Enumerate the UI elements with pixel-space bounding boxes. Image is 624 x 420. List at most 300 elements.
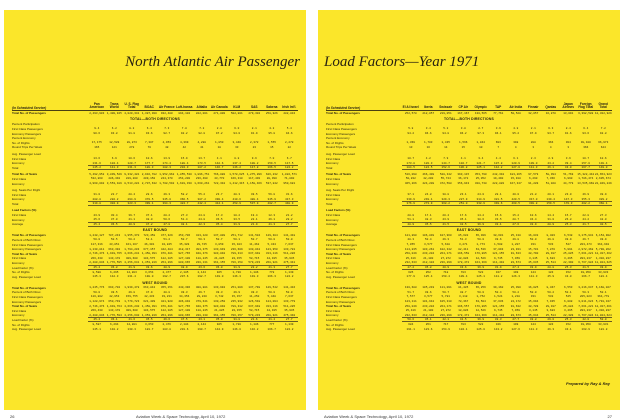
table-cell: 199 — [513, 323, 519, 327]
row-cells — [88, 182, 298, 185]
table-row — [326, 165, 612, 170]
table-cell: 58,715 — [249, 256, 260, 260]
table-cell: 233,204 — [422, 252, 435, 256]
row-cells — [402, 182, 612, 185]
row-label: Total No. of Seats — [12, 172, 38, 177]
row-cells — [88, 173, 298, 176]
table-cell: 7,661,221 — [578, 252, 594, 256]
column-header: Trans World — [109, 101, 119, 110]
table-cell: 271,800 — [213, 111, 226, 115]
table-cell: 545 — [565, 295, 571, 299]
section-heading: TOTAL—BOTH DIRECTIONS — [443, 117, 495, 122]
table-cell: 488.4 — [250, 197, 259, 201]
row-label: Economy — [12, 217, 25, 222]
table-cell: 83,155 — [231, 256, 242, 260]
row-cells — [88, 218, 298, 221]
table-cell: 40.0 — [512, 193, 520, 197]
table-header — [12, 94, 298, 111]
table-cell: 227.9 — [459, 197, 468, 201]
table-cell: 45.5 — [141, 317, 159, 322]
table-cell: 29,240 — [196, 295, 207, 299]
table-cell: 251.0 — [455, 201, 473, 206]
table-cell: 25,390 — [510, 286, 521, 290]
row-label: Load Factors (%) — [12, 208, 37, 213]
table-cell: 12,526 — [475, 309, 486, 313]
column-header: Japan Airlines — [562, 101, 575, 110]
table-cell: 6,990 — [564, 177, 573, 181]
table-cell: 7,959 — [511, 256, 520, 260]
row-cells — [402, 198, 612, 201]
table-cell: 46.1 — [268, 218, 276, 222]
table-cell: 23.0 — [564, 193, 572, 197]
table-cell: 6.2 — [111, 127, 117, 131]
left-page-number: 26 — [10, 414, 15, 419]
table-cell: 387.2 — [197, 197, 206, 201]
table-cell: 532 — [548, 295, 554, 299]
row-label: First Class — [12, 176, 27, 181]
row-cells — [402, 157, 612, 160]
table-cell: 1,660,261 — [194, 182, 210, 186]
table-cell: 45,645 — [528, 261, 539, 265]
table-cell: 42,433 — [144, 295, 155, 299]
table-cell: 124.2 — [285, 327, 294, 331]
row-label: Avg. Passenger Load — [12, 151, 41, 156]
row-label: First Class — [326, 213, 341, 218]
table-cell: 154.9 — [441, 327, 450, 331]
table-cell: 21.9 — [246, 222, 264, 227]
table-cell: 183 — [548, 323, 554, 327]
table-cell: 1,186 — [250, 270, 259, 274]
table-cell: 50.0 — [477, 290, 485, 294]
table-cell: 146.7 — [211, 165, 229, 170]
table-cell: 23,931 — [510, 247, 521, 251]
table-cell: 2,372 — [250, 141, 259, 145]
table-cell: 152.6 — [437, 165, 455, 170]
table-cell: 414.1 — [211, 201, 229, 206]
table-cell: 125.1 — [476, 275, 485, 279]
row-label: Total — [12, 201, 19, 206]
table-cell: 455,151 — [160, 286, 173, 290]
table-cell: 6.9 — [111, 157, 117, 161]
row-label: Total No. of Passengers — [12, 111, 46, 116]
table-cell: 10.7 — [407, 157, 415, 161]
table-cell: 188.3 — [158, 165, 176, 170]
table-cell: 45.4 — [88, 265, 106, 270]
column-header: Swissair — [439, 105, 453, 110]
table-cell: 3,653 — [145, 323, 154, 327]
row-cells — [402, 265, 612, 270]
table-cell: 1,245,776 — [89, 286, 105, 290]
table-cell: 50.0 — [268, 238, 276, 242]
table-cell: 41.5 — [577, 265, 595, 270]
table-cell: 83,673 — [510, 313, 521, 317]
row-cells — [88, 157, 298, 160]
row-label: First Class — [326, 176, 341, 181]
table-row — [326, 265, 612, 270]
table-cell: 46.1 — [542, 165, 560, 170]
table-cell: 4,960,092 — [89, 182, 105, 186]
table-row — [12, 318, 298, 323]
table-cell: 38.8 — [442, 193, 450, 197]
table-cell: 143,170 — [108, 256, 121, 260]
title-left: North Atlantic Air Passenger — [125, 54, 300, 70]
table-cell: 121,890 — [404, 233, 417, 237]
table-cell: 41.5 — [455, 317, 473, 322]
table-cell: 16,870 — [545, 111, 556, 115]
table-cell: 22 — [287, 145, 291, 149]
table-cell: 532,860 — [90, 177, 103, 181]
table-cell: 465,266 — [404, 182, 417, 186]
table-row — [12, 265, 298, 270]
table-cell: 8,587 — [92, 323, 101, 327]
table-cell: 27,872 — [440, 309, 451, 313]
table-cell: 528,342 — [439, 172, 452, 176]
row-cells — [88, 141, 298, 144]
table-cell: 4,953 — [162, 141, 171, 145]
table-cell: 159.5 — [542, 201, 560, 206]
table-cell: 27.4 — [507, 265, 525, 270]
table-cell: 37.0 — [110, 218, 118, 222]
table-cell: 131.3 — [123, 165, 141, 170]
table-cell: 1,302,837 — [595, 309, 611, 313]
left-imprint: Aviation Week & Space Technology, April 10, 1972 — [136, 414, 226, 419]
table-cell: 111.3 — [106, 165, 124, 170]
table-cell: 1,387,300 — [141, 111, 157, 115]
table-cell: 6,008 — [564, 300, 573, 304]
table-cell: 16 — [426, 145, 430, 149]
table-cell: 50.0 — [285, 238, 293, 242]
table-cell: 4,666,240 — [124, 304, 140, 308]
table-cell: 177.9 — [406, 275, 415, 279]
row-label: Economy — [326, 197, 339, 202]
table-cell: 6,767,984 — [578, 313, 594, 317]
table-cell: 8.8 — [234, 157, 240, 161]
table-cell: 4,666,241 — [124, 252, 140, 256]
table-cell: 101,642 — [422, 300, 435, 304]
table-cell: 48.7 — [459, 290, 467, 294]
table-cell: 5,434 — [267, 243, 276, 247]
table-cell: 1,919,764 — [106, 304, 122, 308]
table-cell: 9.6 — [251, 157, 257, 161]
table-cell: 1,022,571 — [281, 172, 297, 176]
row-cells — [88, 317, 298, 322]
table-cell: 17.3 — [215, 213, 223, 217]
table-cell: 2,185 — [180, 270, 189, 274]
row-label: First Class — [326, 256, 341, 261]
table-cell: 49.3 — [442, 238, 450, 242]
table-cell: 3,440 — [232, 141, 241, 145]
table-cell: 408,881 — [195, 286, 208, 290]
table-cell: 97.3 — [477, 132, 485, 136]
table-cell: 104,575 — [143, 309, 156, 313]
column-header: Irish Int'l. — [282, 105, 297, 110]
table-cell: 5,448 — [267, 295, 276, 299]
table-cell: 15.7 — [564, 213, 572, 217]
row-cells — [402, 165, 612, 170]
table-cell: 82,411 — [458, 247, 469, 251]
row-cells — [88, 177, 298, 180]
table-cell: 41.9 — [123, 265, 141, 270]
row-cells — [88, 295, 298, 298]
right-page-number: 27 — [607, 414, 612, 419]
table-cell: 49.7 — [198, 290, 206, 294]
table-cell: 48.3 — [407, 238, 415, 242]
table-cell: 6,168,027 — [595, 286, 611, 290]
table-cell: 56.8 — [268, 193, 276, 197]
row-cells — [402, 295, 612, 298]
table-cell: 204.3 — [176, 165, 194, 170]
table-cell: 685 — [408, 270, 414, 274]
row-cells — [88, 162, 298, 165]
table-cell: 48.9 — [176, 265, 194, 270]
table-cell: 16,025 — [528, 286, 539, 290]
table-cell: 36.0 — [211, 265, 229, 270]
table-cell: 58.2 — [180, 193, 188, 197]
row-label: Economy Passengers — [326, 247, 356, 252]
table-cell: 1,353,816 — [141, 261, 157, 265]
table-cell: 3,577 — [424, 243, 433, 247]
table-cell: 288 — [530, 141, 536, 145]
section-heading: WEST BOUND — [142, 280, 168, 285]
table-cell: 48.8 — [163, 290, 171, 294]
table-cell: 477,329 — [160, 233, 173, 237]
table-cell: 236,299 — [439, 261, 452, 265]
table-cell: 48.1 — [176, 222, 194, 227]
table-cell: 3,271 — [459, 243, 468, 247]
row-label: Economy — [12, 197, 25, 202]
table-cell: 110.2 — [110, 327, 119, 331]
row-label: Avg. Passenger Load — [12, 274, 41, 279]
table-cell: 43.0 — [564, 275, 572, 279]
table-cell: 13.6 — [93, 157, 101, 161]
table-cell: 26.8 — [564, 218, 572, 222]
table-cell: 36.9 — [472, 265, 490, 270]
right-imprint: Aviation Week & Space Technology, April 10, 1972 — [324, 414, 414, 419]
table-cell: 4.1 — [460, 157, 466, 161]
table-cell: 266,430 — [90, 309, 103, 313]
table-cell: 8.2 — [129, 127, 135, 131]
row-cells — [402, 286, 612, 289]
row-label: Total No. of Passengers — [12, 233, 46, 238]
table-cell: 27.7 — [281, 265, 299, 270]
table-cell: 138.4 — [599, 161, 608, 165]
table-cell: 188.4 — [180, 161, 189, 165]
row-cells — [88, 214, 298, 217]
row-label: Total No. of Seats — [326, 304, 352, 309]
row-label: Total No. of Passengers — [326, 111, 360, 116]
table-cell: 511,286 — [283, 252, 296, 256]
row-cells — [88, 146, 298, 149]
table-cell: 50.0 — [93, 290, 101, 294]
table-cell: 207.6 — [180, 275, 189, 279]
table-cell: 409,600 — [125, 256, 138, 260]
table-cell: 188.3 — [141, 165, 159, 170]
table-cell: 706,158 — [230, 261, 243, 265]
table-cell: 1,720 — [232, 270, 241, 274]
row-cells — [402, 323, 612, 326]
table-cell: 111.3 — [529, 275, 538, 279]
table-cell: 45.4 — [88, 222, 106, 227]
table-cell: 268,921 — [265, 313, 278, 317]
right-page — [318, 10, 620, 419]
table-cell: 722,310 — [213, 182, 226, 186]
table-cell: 424.7 — [176, 201, 194, 206]
column-header: El Al Israel — [402, 105, 419, 110]
row-label: Total — [326, 165, 333, 170]
table-cell: 176,895 — [474, 252, 487, 256]
table-cell: 18,086 — [458, 256, 469, 260]
table-cell: 460.5 — [507, 201, 525, 206]
table-cell: 167.7 — [577, 165, 595, 170]
table-cell: 621,409 — [143, 300, 156, 304]
table-cell: 304 — [565, 141, 571, 145]
table-cell: 1,248,127 — [89, 233, 105, 237]
table-cell: 49.6 — [141, 265, 159, 270]
table-cell: 118,245 — [195, 256, 208, 260]
table-cell: 150.4 — [441, 275, 450, 279]
table-cell: 2,144 — [197, 323, 206, 327]
table-cell: 222,820 — [492, 182, 505, 186]
row-cells — [402, 252, 612, 255]
table-cell: 77,761 — [493, 111, 504, 115]
row-cells — [88, 198, 298, 201]
table-cell: 27.3 — [599, 213, 607, 217]
table-cell: 522 — [478, 270, 484, 274]
table-cell: 94.8 — [442, 132, 450, 136]
table-row — [326, 222, 612, 227]
table-cell: 104.1 — [459, 327, 468, 331]
table-cell: 52.1 — [145, 238, 153, 242]
table-cell: 35,945 — [284, 309, 295, 313]
table-cell: 159.5 — [267, 161, 276, 165]
row-cells — [88, 252, 298, 255]
table-cell: 212,057 — [422, 111, 435, 115]
table-cell: 31.9 — [228, 222, 246, 227]
table-cell: 19,490 — [493, 177, 504, 181]
table-cell: 70 — [147, 145, 151, 149]
table-cell: 822,001 — [195, 111, 208, 115]
table-cell: 50.6 — [163, 218, 171, 222]
table-cell: 355.3 — [581, 197, 590, 201]
table-cell: 96.1 — [494, 132, 502, 136]
row-label: Economy — [12, 161, 25, 166]
table-cell: 925 — [216, 270, 222, 274]
table-cell: 81,485 — [458, 286, 469, 290]
table-cell: 144 — [530, 270, 536, 274]
table-cell: 637,948 — [248, 252, 261, 256]
table-cell: 29.0 — [542, 317, 560, 322]
table-cell: 25.3 — [560, 317, 578, 322]
row-label: Percent of Both Direc. — [12, 237, 42, 242]
table-cell: 196,557 — [457, 304, 470, 308]
table-row — [12, 327, 298, 332]
table-cell: 329.2 — [599, 197, 608, 201]
table-cell: 78,367 — [458, 300, 469, 304]
row-label: First Class — [12, 213, 27, 218]
row-label: Total No. of Seats — [12, 304, 38, 309]
table-cell: 15.2 — [512, 213, 520, 217]
table-cell: 24.0 — [477, 193, 485, 197]
table-cell: 43.1 — [193, 317, 211, 322]
table-cell: 47.5 — [176, 317, 194, 322]
table-cell: 7,637 — [285, 243, 294, 247]
table-cell: 317.0 — [529, 197, 538, 201]
row-label: Total — [12, 165, 19, 170]
table-cell: 458.9 — [228, 201, 246, 206]
table-cell: 5,790,262 — [595, 247, 611, 251]
table-cell: 121,155 — [492, 304, 505, 308]
table-cell: 123.6 — [424, 327, 433, 331]
table-cell: 130,042 — [248, 247, 261, 251]
table-cell: 410.6 — [232, 197, 241, 201]
row-cells — [88, 112, 298, 115]
table-cell: 15,103 — [231, 243, 242, 247]
table-cell: 663,842 — [143, 286, 156, 290]
table-cell: 121,155 — [492, 252, 505, 256]
column-header: U. S. Flag Total — [124, 101, 140, 110]
row-cells — [88, 165, 298, 170]
row-cells — [402, 127, 612, 130]
table-cell: 5,781 — [441, 295, 450, 299]
row-label: Avg. Seats Per Flight — [326, 188, 355, 193]
table-cell: 166.5 — [263, 165, 281, 170]
table-cell: 1,794,203 — [124, 247, 140, 251]
table-cell: 152 — [565, 270, 571, 274]
table-cell: 3,495 — [564, 256, 573, 260]
table-cell: 383,040 — [213, 304, 226, 308]
table-cell: 48.3 — [233, 193, 241, 197]
column-header: TAP — [495, 105, 502, 110]
table-cell: 65,256 — [475, 286, 486, 290]
table-cell: 22,390 — [563, 261, 574, 265]
table-cell: 10.6 — [529, 213, 537, 217]
table-cell: 45.9 — [547, 275, 555, 279]
row-cells — [88, 328, 298, 331]
table-cell: 50.5 — [110, 238, 118, 242]
table-cell: 109.4 — [459, 275, 468, 279]
table-cell: 31.8 — [228, 317, 246, 322]
row-cells — [402, 214, 612, 217]
table-cell: 1,939,478 — [124, 286, 140, 290]
table-cell: 13.7 — [198, 157, 206, 161]
table-cell: 424,208 — [422, 182, 435, 186]
table-cell: 109.0 — [529, 161, 538, 165]
table-cell: 88,390 — [266, 177, 277, 181]
table-cell: 31.0 — [547, 218, 555, 222]
table-cell: 122,185 — [160, 256, 173, 260]
table-cell: 14,883 — [126, 270, 137, 274]
row-cells — [88, 193, 298, 196]
table-cell: 164,369 — [474, 261, 487, 265]
table-cell: 49.3 — [180, 290, 188, 294]
table-cell: 13,535,968 — [577, 182, 595, 186]
table-cell: 236,299 — [439, 313, 452, 317]
table-cell: 176,895 — [474, 304, 487, 308]
table-cell: 126.3 — [511, 275, 520, 279]
table-cell: 1,458,391 — [141, 252, 157, 256]
table-cell: 11,250 — [249, 295, 260, 299]
table-cell: 349.6 — [490, 201, 508, 206]
column-header: CP Air — [458, 105, 469, 110]
table-cell: 10.7 — [582, 157, 590, 161]
row-cells — [402, 222, 612, 227]
table-cell: 36.9 — [472, 317, 490, 322]
row-cells — [402, 173, 612, 176]
table-cell: 41.3 — [263, 265, 281, 270]
table-row — [326, 274, 612, 279]
table-cell: 9.4 — [94, 127, 100, 131]
table-cell: 279,302 — [248, 111, 261, 115]
